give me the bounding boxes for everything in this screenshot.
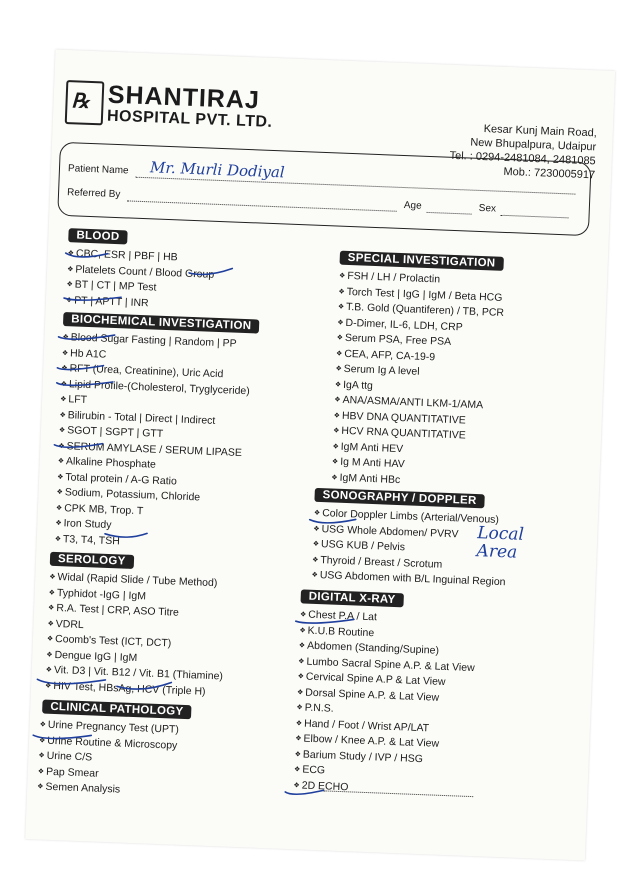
list-item: ❖ Thyroid / Breast / Scrotum [312,552,506,575]
list-item: ❖ Barium Study / IVP / HSG [294,747,471,769]
list-item: ❖ IgA ttg [335,377,502,399]
list-item: ❖ BT | CT | MP Test [66,277,214,298]
list-item: ❖ USG KUB / Pelvis [312,537,506,560]
list-item: ❖ Lipid Profile-(Cholesterol, Tryglyceride) [60,376,250,399]
list-item: ❖ Urine Pregnancy Test (UPT) [39,717,179,738]
section-biochemical: BIOCHEMICAL INVESTIGATION [63,312,260,334]
mobile: Mob.: 7230005917 [503,165,596,182]
list-item: ❖ Serum PSA, Free PSA [336,331,503,353]
list-item: ❖ Lumbo Sacral Spine A.P. & Lat View [298,654,475,676]
section-sonography-doppler: SONOGRAPHY / DOPPLER [314,488,484,509]
pen-tick-mark [285,789,323,795]
patient-name-handwritten: Mr. Murli Dodiyal [149,158,286,182]
list-item: ❖ Iron Study [55,516,245,539]
pen-tick-mark [54,442,102,449]
pen-tick-mark [117,680,171,690]
list-item: ❖ Alkaline Phosphate [57,454,247,477]
section-digital-xray: DIGITAL X-RAY [300,589,403,607]
prescription-sheet [25,50,615,861]
list-item: ❖ HIV Test, HBsAg, HCV (Triple H) [45,678,223,700]
list-item: ❖ RFT (Urea, Creatinine), Uric Acid [61,361,251,384]
list-item: ❖ K.U.B Routine [299,623,476,645]
list-item: ❖ Hand / Foot / Wrist AP/LAT [296,716,473,738]
pen-tick-mark [57,364,103,371]
sex-label: Sex [478,202,497,215]
age-label: Age [403,200,422,212]
list-item: ❖ Semen Analysis [37,779,177,800]
pen-tick-mark [64,295,121,302]
list-item: ❖ ECG [294,762,471,784]
pen-tick-mark [189,267,232,276]
logo-mark: ℞ [71,88,91,113]
list-item: ❖ USG Whole Abdomen/ PVRV [313,521,507,544]
list-item: ❖ Vit. D3 | Vit. B12 / Vit. B1 (Thiamine) [45,663,223,685]
list-item: ❖ Urine C/S [38,748,178,769]
list-item: ❖ SGOT | SGPT | GTT [59,423,249,446]
referred-by-label: Referred By [66,187,121,201]
list-item: ❖ CPK MB, Trop. T [56,500,246,523]
pen-tick-mark [296,617,354,625]
list-item: ❖ T.B. Gold (Quantiferen) / TB, PCR [338,300,505,322]
list-item: ❖ FSH / LH / Prolactin [339,269,506,291]
list-item: ❖ T3, T4, TSH [54,531,244,554]
list-item: ❖ HBV DNA QUANTITATIVE [333,408,500,430]
list-item: ❖ PT | APTT | INR [66,293,214,314]
list-item: ❖ Serum Ig A level [335,362,502,384]
list-item: ❖ 2D ECHO [293,778,470,800]
list-item: ❖ VDRL [47,616,225,638]
pen-tick-mark [105,532,147,538]
list-item: ❖ LFT [60,392,250,415]
list-item: ❖ Platelets Count / Blood Group [67,262,215,283]
list-item: ❖ Abdomen (Standing/Supine) [299,638,476,660]
pen-tick-mark [310,518,356,524]
list-item: ❖ HCV RNA QUANTITATIVE [333,423,500,445]
list-item: ❖ Dengue IgG | IgM [46,647,224,669]
section-special-investigation: SPECIAL INVESTIGATION [340,251,504,271]
list-item: ❖ Dorsal Spine A.P. & Lat View [297,685,474,707]
pen-tick-mark [58,333,114,341]
telephone: Tel. : 0294-2481084, 2481085 [449,149,596,168]
list-item: ❖ USG Abdomen with B/L Inguinal Region [311,568,505,591]
section-blood: BLOOD [68,228,128,244]
section-serology: SEROLOGY [50,552,134,569]
list-item: ❖ Total protein / A-G Ratio [57,469,247,492]
pen-tick-mark [37,677,105,685]
hospital-suffix: HOSPITAL PVT. LTD. [106,107,273,131]
list-item: ❖ CEA, AFP, CA-19-9 [336,346,503,368]
list-item: ❖ Coomb's Test (ICT, DCT) [47,632,225,654]
pen-tick-mark [33,733,91,740]
list-item: ❖ Pap Smear [38,764,178,785]
list-item: ❖ Cervical Spine A.P & Lat View [297,669,474,691]
list-item: ❖ Urine Routine & Microscopy [39,733,179,754]
list-item: ❖ Color Doppler Limbs (Arterial/Venous) [314,506,508,529]
list-item: ❖ Sodium, Potassium, Chloride [56,485,246,508]
patient-name-label: Patient Name [67,163,129,177]
list-item: ❖ Ig M Anti HAV [332,454,499,476]
list-item: ❖ IgM Anti HBc [331,470,498,492]
address-line2: New Bhupalpura, Udaipur [470,136,597,154]
list-item: ❖ P.N.S. [296,700,473,722]
section-clinical-pathology: CLINICAL PATHOLOGY [42,700,192,720]
list-item: ❖ ANA/ASMA/ANTI LKM-1/AMA [334,393,501,415]
handwritten-line1: Local [476,523,525,545]
pen-tick-mark [66,252,108,258]
list-item: ❖ Typhidot -IgG | IgM [48,585,226,607]
list-item: ❖ Blood Sugar Fasting | Random | PP [62,330,252,353]
list-item: ❖ Elbow / Knee A.P. & Lat View [295,731,472,753]
list-item: ❖ D-Dimer, IL-6, LDH, CRP [337,315,504,337]
list-item: ❖ Bilirubin - Total | Direct | Indirect [59,407,249,430]
handwritten-line2: Area [476,541,518,563]
list-item: ❖ SERUM AMYLASE / SERUM LIPASE [58,438,248,461]
pen-tick-mark [57,380,113,387]
list-item: ❖ Torch Test | IgG | IgM / Beta HCG [338,284,505,306]
list-item: ❖ R.A. Test | CRP, ASO Titre [48,601,226,623]
list-item: ❖ Hb A1C [62,346,252,369]
list-item: ❖ Widal (Rapid Slide / Tube Method) [49,570,227,592]
list-item: ❖ CBC, ESR | PBF | HB [67,246,215,267]
list-item: ❖ IgM Anti HEV [332,439,499,461]
hospital-name: SHANTIRAJ [107,80,261,115]
list-item: ❖ Chest P.A / Lat [300,607,477,629]
pen-marks [25,50,615,861]
address-line1: Kesar Kunj Main Road, [483,123,597,140]
